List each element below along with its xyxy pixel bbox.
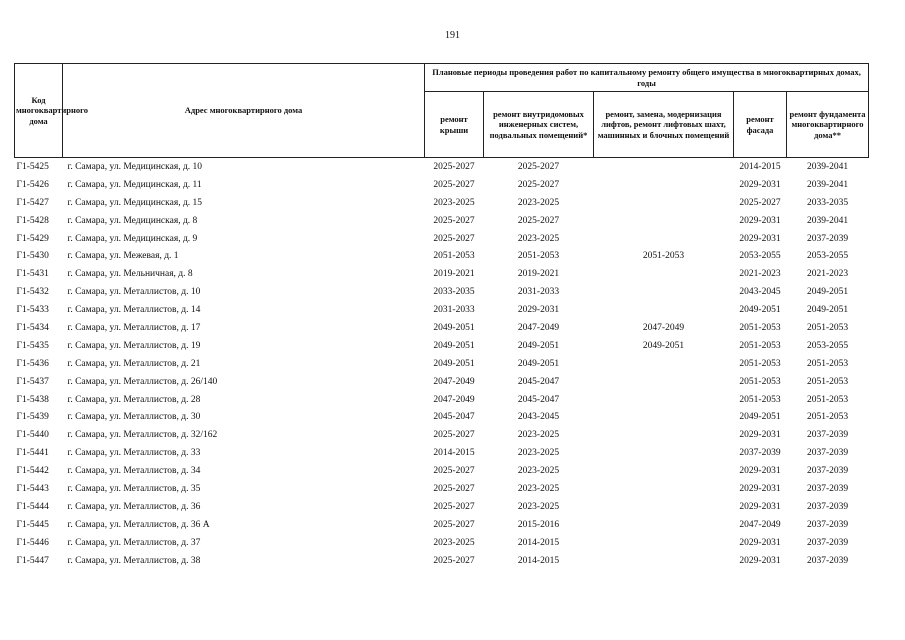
cell-code: Г1-5426	[16, 179, 49, 190]
cell-address: г. Самара, ул. Медицинская, д. 9	[67, 233, 198, 244]
cell-facade: 2029-2031	[739, 179, 781, 190]
cell-roof: 2025-2027	[433, 430, 475, 441]
cell-facade: 2021-2023	[739, 269, 781, 280]
cell-code: Г1-5429	[16, 233, 49, 244]
cell-facade: 2014-2015	[739, 161, 781, 172]
cell-systems: 2023-2025	[517, 501, 560, 512]
header-code: Код многоквартирного дома	[15, 64, 63, 158]
cell-facade: 2029-2031	[739, 215, 781, 226]
cell-address: г. Самара, ул. Медицинская, д. 8	[67, 215, 198, 226]
cell-code: Г1-5433	[16, 305, 49, 316]
cell-facade: 2051-2053	[739, 322, 781, 333]
header-systems: ремонт внутридомовых инженерных систем, подвальных помещений*	[484, 92, 594, 158]
cell-lifts	[594, 462, 734, 480]
cell-foundation: 2037-2039	[806, 448, 849, 459]
cell-code: Г1-5446	[16, 537, 49, 548]
cell-address: г. Самара, ул. Металлистов, д. 26/140	[67, 376, 218, 387]
cell-systems: 2014-2015	[517, 555, 560, 566]
cell-roof: 2049-2051	[433, 358, 475, 369]
cell-code: Г1-5427	[16, 197, 49, 208]
cell-foundation: 2039-2041	[806, 215, 849, 226]
cell-foundation: 2037-2039	[806, 555, 849, 566]
cell-roof: 2049-2051	[433, 322, 475, 333]
cell-systems: 2029-2031	[517, 305, 560, 316]
cell-systems: 2014-2015	[517, 537, 560, 548]
cell-code: Г1-5443	[16, 483, 49, 494]
cell-systems: 2051-2053	[517, 251, 560, 262]
table-row	[15, 265, 869, 283]
cell-systems: 2025-2027	[517, 215, 560, 226]
cell-lifts	[594, 426, 734, 444]
cell-facade: 2049-2051	[739, 305, 781, 316]
table-row	[15, 498, 869, 516]
cell-roof: 2025-2027	[433, 519, 475, 530]
table-row	[15, 552, 869, 570]
cell-code: Г1-5440	[16, 430, 49, 441]
cell-foundation: 2049-2051	[806, 305, 849, 316]
cell-address: г. Самара, ул. Металлистов, д. 10	[67, 287, 201, 298]
cell-foundation: 2053-2055	[806, 340, 849, 351]
cell-code: Г1-5444	[16, 501, 49, 512]
cell-roof: 2025-2027	[433, 555, 475, 566]
cell-roof: 2031-2033	[433, 305, 475, 316]
cell-roof: 2014-2015	[433, 448, 475, 459]
cell-lifts	[594, 355, 734, 373]
cell-systems: 2023-2025	[517, 466, 560, 477]
cell-lifts	[594, 176, 734, 194]
table-row	[15, 462, 869, 480]
table-row	[15, 230, 869, 248]
cell-code: Г1-5445	[16, 519, 49, 530]
cell-code: Г1-5436	[16, 358, 49, 369]
table-row	[15, 283, 869, 301]
cell-address: г. Самара, ул. Металлистов, д. 38	[67, 555, 201, 566]
cell-roof: 2047-2049	[433, 376, 475, 387]
cell-facade: 2029-2031	[739, 233, 781, 244]
cell-lifts	[594, 391, 734, 409]
cell-address: г. Самара, ул. Металлистов, д. 21	[67, 358, 201, 369]
cell-address: г. Самара, ул. Металлистов, д. 17	[67, 322, 201, 333]
cell-facade: 2051-2053	[739, 340, 781, 351]
cell-roof: 2025-2027	[433, 233, 475, 244]
cell-address: г. Самара, ул. Медицинская, д. 15	[67, 197, 203, 208]
cell-lifts	[594, 265, 734, 283]
cell-roof: 2025-2027	[433, 483, 475, 494]
cell-code: Г1-5447	[16, 555, 49, 566]
cell-facade: 2029-2031	[739, 555, 781, 566]
cell-code: Г1-5432	[16, 287, 49, 298]
header-foundation: ремонт фундамента многоквартирного дома**	[787, 92, 869, 158]
cell-code: Г1-5425	[16, 161, 49, 172]
cell-systems: 2049-2051	[517, 340, 560, 351]
cell-foundation: 2037-2039	[806, 233, 849, 244]
table-row	[15, 355, 869, 373]
cell-systems: 2023-2025	[517, 448, 560, 459]
cell-lifts	[594, 444, 734, 462]
cell-address: г. Самара, ул. Металлистов, д. 28	[67, 394, 201, 405]
header-periods-group: Плановые периоды проведения работ по капитальному ремонту общего имущества в многоквартирных домах, годы	[425, 64, 869, 92]
cell-lifts: 2051-2053	[642, 251, 685, 262]
cell-systems: 2019-2021	[517, 269, 560, 280]
cell-systems: 2045-2047	[517, 376, 560, 387]
cell-address: г. Самара, ул. Металлистов, д. 36 А	[67, 519, 210, 530]
cell-address: г. Самара, ул. Металлистов, д. 33	[67, 448, 201, 459]
table-row	[15, 158, 869, 176]
table-row	[15, 247, 869, 265]
cell-address: г. Самара, ул. Металлистов, д. 14	[67, 305, 201, 316]
cell-facade: 2053-2055	[739, 251, 781, 262]
cell-foundation: 2049-2051	[806, 287, 849, 298]
cell-foundation: 2037-2039	[806, 501, 849, 512]
header-roof: ремонт крыши	[425, 92, 484, 158]
cell-lifts	[594, 194, 734, 212]
table-row	[15, 194, 869, 212]
cell-systems: 2043-2045	[517, 412, 560, 423]
cell-systems: 2045-2047	[517, 394, 560, 405]
cell-systems: 2047-2049	[517, 322, 560, 333]
table-row	[15, 301, 869, 319]
cell-code: Г1-5439	[16, 412, 49, 423]
cell-address: г. Самара, ул. Металлистов, д. 19	[67, 340, 201, 351]
cell-systems: 2023-2025	[517, 233, 560, 244]
cell-lifts	[594, 552, 734, 570]
cell-facade: 2051-2053	[739, 358, 781, 369]
cell-foundation: 2037-2039	[806, 466, 849, 477]
table-row	[15, 426, 869, 444]
cell-address: г. Самара, ул. Металлистов, д. 37	[67, 537, 201, 548]
cell-lifts	[594, 158, 734, 176]
cell-address: г. Самара, ул. Металлистов, д. 30	[67, 412, 201, 423]
cell-roof: 2051-2053	[433, 251, 475, 262]
page-number: 191	[445, 30, 460, 41]
cell-foundation: 2051-2053	[806, 394, 849, 405]
cell-facade: 2025-2027	[739, 197, 781, 208]
table-body	[15, 158, 869, 570]
cell-facade: 2051-2053	[739, 394, 781, 405]
cell-code: Г1-5442	[16, 466, 49, 477]
cell-code: Г1-5435	[16, 340, 49, 351]
cell-facade: 2049-2051	[739, 412, 781, 423]
header-facade: ремонт фасада	[734, 92, 787, 158]
cell-roof: 2049-2051	[433, 340, 475, 351]
cell-address: г. Самара, ул. Металлистов, д. 36	[67, 501, 201, 512]
header-address: Адрес многоквартирного дома	[63, 64, 425, 158]
table-row	[15, 480, 869, 498]
cell-facade: 2029-2031	[739, 483, 781, 494]
cell-facade: 2037-2039	[739, 448, 781, 459]
cell-lifts	[594, 480, 734, 498]
table-row	[15, 373, 869, 391]
cell-foundation: 2051-2053	[806, 358, 849, 369]
cell-code: Г1-5437	[16, 376, 49, 387]
cell-facade: 2029-2031	[739, 430, 781, 441]
cell-roof: 2025-2027	[433, 179, 475, 190]
cell-facade: 2043-2045	[739, 287, 781, 298]
cell-foundation: 2021-2023	[806, 269, 849, 280]
capital-repair-table	[14, 63, 869, 569]
cell-address: г. Самара, ул. Медицинская, д. 11	[67, 179, 202, 190]
cell-foundation: 2033-2035	[806, 197, 849, 208]
cell-systems: 2023-2025	[517, 430, 560, 441]
cell-lifts	[594, 498, 734, 516]
cell-address: г. Самара, ул. Металлистов, д. 35	[67, 483, 201, 494]
cell-roof: 2025-2027	[433, 501, 475, 512]
cell-roof: 2033-2035	[433, 287, 475, 298]
cell-systems: 2015-2016	[517, 519, 560, 530]
cell-foundation: 2037-2039	[806, 519, 849, 530]
cell-roof: 2025-2027	[433, 466, 475, 477]
table-row	[15, 516, 869, 534]
table-header	[15, 64, 869, 158]
cell-lifts	[594, 534, 734, 552]
cell-lifts	[594, 373, 734, 391]
cell-code: Г1-5428	[16, 215, 49, 226]
header-lifts: ремонт, замена, модернизация лифтов, ремонт лифтовых шахт, машинных и блочных помещений	[594, 92, 734, 158]
cell-roof: 2023-2025	[433, 537, 475, 548]
cell-address: г. Самара, ул. Мельничная, д. 8	[67, 269, 193, 280]
cell-roof: 2019-2021	[433, 269, 475, 280]
cell-foundation: 2053-2055	[806, 251, 849, 262]
cell-foundation: 2051-2053	[806, 412, 849, 423]
cell-foundation: 2039-2041	[806, 161, 849, 172]
table-row	[15, 337, 869, 355]
cell-roof: 2045-2047	[433, 412, 475, 423]
cell-lifts	[594, 516, 734, 534]
cell-systems: 2023-2025	[517, 197, 560, 208]
cell-systems: 2025-2027	[517, 161, 560, 172]
cell-foundation: 2051-2053	[806, 322, 849, 333]
cell-address: г. Самара, ул. Металлистов, д. 32/162	[67, 430, 218, 441]
table-row	[15, 408, 869, 426]
cell-facade: 2029-2031	[739, 501, 781, 512]
cell-roof: 2023-2025	[433, 197, 475, 208]
cell-lifts: 2049-2051	[642, 340, 685, 351]
table-row	[15, 319, 869, 337]
cell-address: г. Самара, ул. Межевая, д. 1	[67, 251, 179, 262]
cell-code: Г1-5430	[16, 251, 49, 262]
cell-roof: 2025-2027	[433, 161, 475, 172]
cell-address: г. Самара, ул. Медицинская, д. 10	[67, 161, 203, 172]
table-row	[15, 534, 869, 552]
cell-systems: 2049-2051	[517, 358, 560, 369]
cell-code: Г1-5441	[16, 448, 49, 459]
cell-roof: 2025-2027	[433, 215, 475, 226]
cell-lifts	[594, 301, 734, 319]
cell-foundation: 2037-2039	[806, 430, 849, 441]
table-row	[15, 391, 869, 409]
cell-facade: 2029-2031	[739, 466, 781, 477]
cell-foundation: 2051-2053	[806, 376, 849, 387]
cell-foundation: 2039-2041	[806, 179, 849, 190]
table-row	[15, 176, 869, 194]
cell-lifts	[594, 408, 734, 426]
cell-systems: 2023-2025	[517, 483, 560, 494]
table-row	[15, 444, 869, 462]
cell-address: г. Самара, ул. Металлистов, д. 34	[67, 466, 201, 477]
cell-lifts	[594, 283, 734, 301]
cell-facade: 2047-2049	[739, 519, 781, 530]
cell-code: Г1-5438	[16, 394, 49, 405]
cell-lifts	[594, 212, 734, 230]
cell-systems: 2025-2027	[517, 179, 560, 190]
capital-repair-table-container	[14, 63, 868, 569]
cell-lifts	[594, 230, 734, 248]
cell-systems: 2031-2033	[517, 287, 560, 298]
cell-facade: 2051-2053	[739, 376, 781, 387]
cell-code: Г1-5434	[16, 322, 49, 333]
table-row	[15, 212, 869, 230]
cell-foundation: 2037-2039	[806, 537, 849, 548]
cell-foundation: 2037-2039	[806, 483, 849, 494]
cell-facade: 2029-2031	[739, 537, 781, 548]
cell-code: Г1-5431	[16, 269, 49, 280]
cell-roof: 2047-2049	[433, 394, 475, 405]
cell-lifts: 2047-2049	[642, 322, 685, 333]
